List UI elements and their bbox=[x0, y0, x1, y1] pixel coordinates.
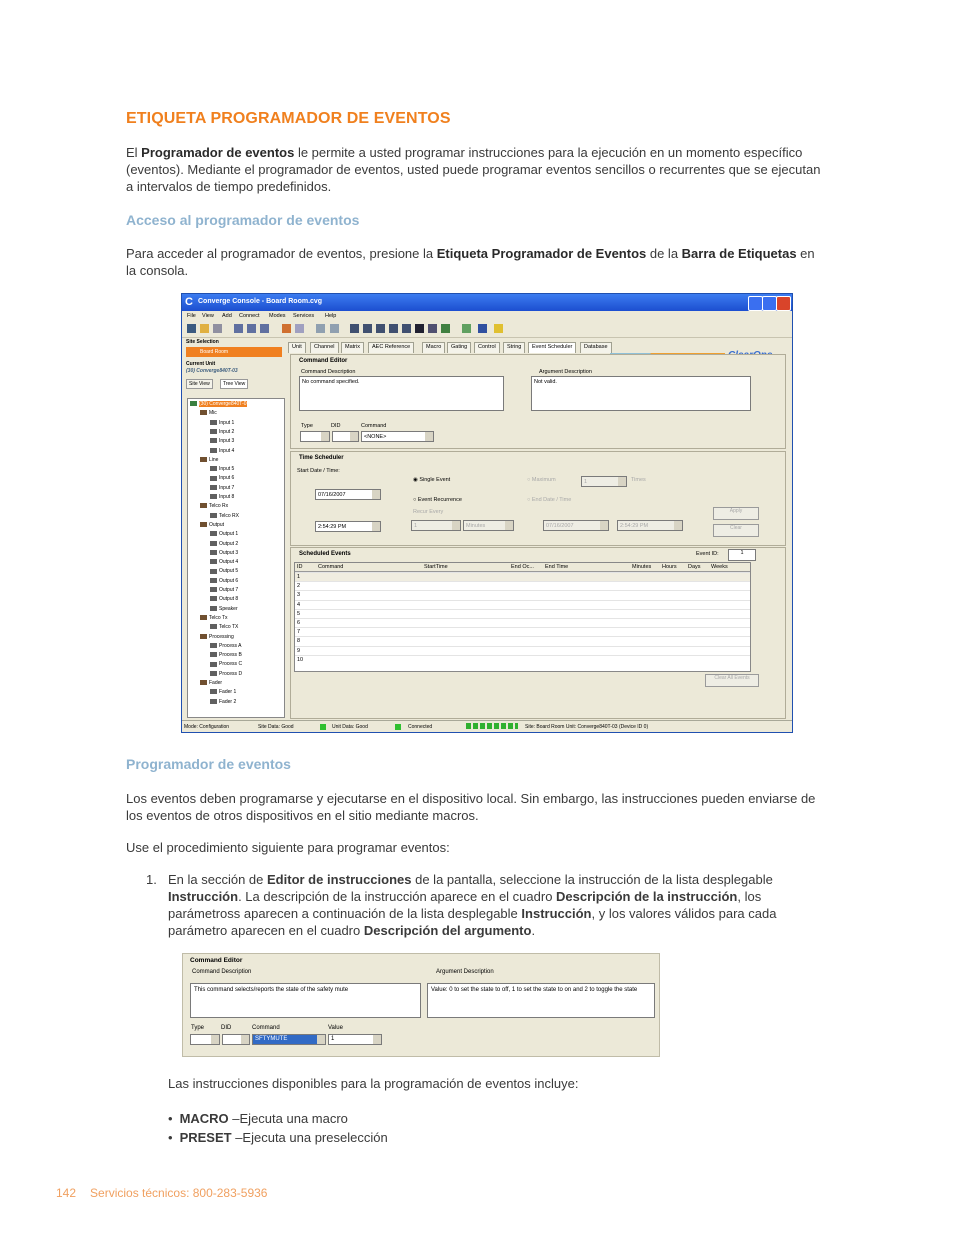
maximum-radio[interactable]: ○ Maximum bbox=[527, 477, 556, 483]
clear-button[interactable]: Clear bbox=[713, 524, 759, 537]
tree-node-icon bbox=[210, 494, 217, 499]
page-footer bbox=[56, 1186, 267, 1200]
command-2-dropdown[interactable] bbox=[252, 1034, 326, 1045]
command-description-2-value: This command selects/reports the state of the safety mute bbox=[194, 987, 349, 993]
time-scheduler-panel bbox=[290, 451, 786, 546]
help-bulb-icon[interactable] bbox=[494, 324, 503, 333]
filter-icon[interactable] bbox=[247, 324, 256, 333]
signal-meter-icon bbox=[466, 723, 518, 729]
procedure-steps bbox=[146, 871, 826, 939]
tree-node-icon bbox=[210, 550, 217, 555]
tree-node[interactable] bbox=[210, 578, 238, 584]
save-icon[interactable] bbox=[213, 324, 222, 333]
table-row[interactable] bbox=[295, 655, 750, 665]
type-label: Type bbox=[301, 423, 313, 429]
chevron-down-icon bbox=[373, 1035, 381, 1044]
tree-node[interactable] bbox=[210, 550, 238, 556]
end-time-value: 2:54:29 PM bbox=[620, 523, 649, 529]
col-weeks[interactable]: Weeks bbox=[711, 564, 728, 570]
tree-node[interactable] bbox=[210, 466, 234, 472]
monitor-icon[interactable] bbox=[415, 324, 424, 333]
tree-node[interactable] bbox=[210, 541, 238, 547]
tree-node[interactable] bbox=[200, 615, 228, 621]
scheduler-paragraph-1: Los eventos deben programarse y ejecutarse en el dispositivo local. Sin embargo, las instrucciones pueden enviarse de los eventos de otros dispositivos en el sitio mediante macros. bbox=[126, 791, 816, 823]
tree-node[interactable] bbox=[200, 503, 228, 509]
row-id: 9 bbox=[297, 647, 301, 654]
menu-connect[interactable]: Connect bbox=[239, 313, 260, 319]
tab-event-scheduler[interactable]: Event Scheduler bbox=[528, 342, 576, 353]
display-icon[interactable] bbox=[441, 324, 450, 333]
command-editor-2-title: Command Editor bbox=[190, 957, 243, 964]
tree-node[interactable] bbox=[210, 643, 242, 649]
chevron-down-icon bbox=[350, 432, 358, 441]
right-pane bbox=[288, 339, 788, 718]
type-2-dropdown[interactable] bbox=[190, 1034, 220, 1045]
start-time-value: 2:54:29 PM bbox=[318, 524, 347, 530]
type-2-label: Type bbox=[191, 1025, 205, 1031]
tree-node[interactable] bbox=[210, 513, 239, 519]
tree-node-icon bbox=[210, 438, 217, 443]
tree-node-label: Output 6 bbox=[219, 577, 239, 584]
tab-matrix[interactable]: Matrix bbox=[341, 342, 364, 353]
chevron-down-icon bbox=[241, 1035, 249, 1044]
tree-node[interactable] bbox=[200, 410, 217, 416]
window-titlebar bbox=[182, 294, 792, 311]
tree-node-label: Output 7 bbox=[219, 587, 239, 593]
tree-node-label: Output 4 bbox=[219, 559, 239, 566]
printer-icon[interactable] bbox=[389, 324, 398, 333]
tree-node[interactable] bbox=[210, 661, 242, 667]
command-2-label: Command bbox=[252, 1025, 280, 1031]
times-label: Times bbox=[631, 477, 646, 483]
recur-unit-value: Minutes bbox=[466, 523, 486, 529]
tree-node[interactable] bbox=[210, 448, 234, 454]
maximum-label: Maximum bbox=[531, 477, 556, 483]
tree-node-label: Input 1 bbox=[219, 419, 235, 426]
tree-node-label: Input 6 bbox=[219, 475, 235, 482]
tree-node-icon bbox=[210, 624, 217, 629]
page-heading: ETIQUETA PROGRAMADOR DE EVENTOS bbox=[126, 110, 451, 127]
tree-node-icon bbox=[200, 522, 207, 527]
tree-node-icon bbox=[210, 476, 217, 481]
chevron-down-icon bbox=[317, 1035, 325, 1044]
tree-node[interactable] bbox=[210, 671, 242, 677]
maximum-value: 1 bbox=[584, 479, 588, 485]
tree-node-label: Process A bbox=[219, 642, 242, 649]
site-selection-dropdown[interactable] bbox=[186, 347, 282, 357]
status-connected: Connected bbox=[408, 724, 433, 730]
row-id: 6 bbox=[297, 620, 301, 626]
command-description-2-label: Command Description bbox=[192, 969, 252, 975]
tree-node[interactable] bbox=[200, 680, 222, 686]
tree-node[interactable] bbox=[210, 420, 234, 426]
tree-node[interactable] bbox=[210, 438, 234, 444]
time-scheduler-title: Time Scheduler bbox=[299, 455, 344, 461]
spinner-icon bbox=[618, 477, 626, 486]
chevron-down-icon bbox=[211, 1035, 219, 1044]
grid-icon[interactable] bbox=[187, 324, 196, 333]
command-2-value: SFTYMUTE bbox=[253, 1035, 317, 1044]
col-minutes[interactable]: Minutes bbox=[632, 564, 652, 570]
command-label: Command bbox=[361, 423, 387, 429]
end-date-value: 07/16/2007 bbox=[546, 523, 574, 529]
tree-node-icon bbox=[210, 652, 217, 657]
tree-node-label: Speaker bbox=[219, 605, 238, 612]
menu-add[interactable]: Add bbox=[222, 313, 232, 319]
row-id: 4 bbox=[297, 601, 301, 608]
support-phone: Servicios técnicos: 800-283-5936 bbox=[90, 1186, 268, 1200]
argument-description-value: Not valid. bbox=[534, 379, 557, 385]
page-number: 142 bbox=[56, 1186, 77, 1200]
status-bar bbox=[182, 720, 792, 732]
tree-node-icon bbox=[190, 401, 197, 406]
tree-node[interactable] bbox=[210, 652, 242, 658]
chevron-down-icon bbox=[600, 521, 608, 530]
row-id: 3 bbox=[297, 592, 301, 599]
tree-node-icon bbox=[200, 503, 207, 508]
book-icon[interactable] bbox=[363, 324, 372, 333]
menu-services[interactable]: Services bbox=[293, 313, 315, 319]
chevron-down-icon bbox=[372, 490, 380, 499]
value-2-value: 1 bbox=[331, 1036, 335, 1042]
clear-all-events-button[interactable]: Clear All Events bbox=[705, 674, 759, 687]
tree-node-label: Processing bbox=[209, 633, 234, 640]
status-unit-data: Unit Data: Good bbox=[332, 724, 368, 730]
start-date-value: 07/16/2007 bbox=[318, 492, 346, 498]
window-icon[interactable] bbox=[402, 324, 411, 333]
tab-unit[interactable]: Unit bbox=[288, 342, 306, 353]
tree-node[interactable] bbox=[200, 522, 224, 528]
available-paragraph: Las instrucciones disponibles para la programación de eventos incluye: bbox=[168, 1076, 579, 1091]
single-event-label: Single Event bbox=[419, 477, 451, 483]
event-id-label: Event ID: bbox=[696, 551, 719, 557]
tree-node-icon bbox=[210, 587, 217, 592]
tree-node-icon bbox=[200, 680, 207, 685]
tree-node-icon bbox=[210, 689, 217, 694]
tree-node-label: Input 2 bbox=[219, 428, 235, 435]
tree-node-label: Output 8 bbox=[219, 596, 239, 603]
tree-node-label: Line bbox=[209, 456, 219, 463]
tree-node[interactable] bbox=[210, 559, 238, 565]
recur-unit-dropdown[interactable] bbox=[463, 520, 514, 531]
command-editor-title: Command Editor bbox=[299, 358, 348, 364]
tree-node[interactable] bbox=[210, 596, 238, 602]
row-id: 8 bbox=[297, 638, 301, 645]
scheduled-events-panel bbox=[290, 547, 786, 719]
tab-database[interactable]: Database bbox=[580, 342, 612, 353]
converge-console-screenshot bbox=[181, 293, 793, 733]
command-description-box[interactable] bbox=[299, 376, 504, 411]
meter-icon[interactable] bbox=[350, 324, 359, 333]
tree-node-icon bbox=[210, 485, 217, 490]
minimize-icon[interactable] bbox=[748, 296, 763, 311]
chevron-down-icon bbox=[425, 432, 433, 441]
end-time-spinner[interactable] bbox=[617, 520, 683, 531]
col-command[interactable]: Command bbox=[318, 564, 344, 570]
maximize-icon[interactable] bbox=[762, 296, 777, 311]
row-id: 10 bbox=[297, 656, 304, 663]
tree-node-label: Telco RX bbox=[219, 512, 240, 519]
command-description-2-box[interactable] bbox=[190, 983, 421, 1018]
command-editor-screenshot bbox=[182, 953, 660, 1057]
tree-node[interactable] bbox=[200, 634, 234, 640]
tree-node-icon bbox=[210, 596, 217, 601]
end-date-radio[interactable]: ○ End Date / Time bbox=[527, 497, 572, 503]
window-title: Converge Console - Board Room.cvg bbox=[198, 298, 323, 305]
tree-node-label: Fader bbox=[209, 680, 223, 686]
status-site-data: Site Data: Good bbox=[258, 724, 294, 730]
row-id: 7 bbox=[297, 629, 301, 636]
scheduler-paragraph-2: Use el procedimiento siguiente para programar eventos: bbox=[126, 840, 450, 855]
start-date-label: Start Date / Time: bbox=[297, 468, 340, 474]
tree-node-icon bbox=[210, 531, 217, 536]
table-header bbox=[295, 563, 750, 572]
tree-node-icon bbox=[210, 559, 217, 564]
recur-value: 1 bbox=[414, 523, 418, 529]
col-end-oc[interactable]: End Oc... bbox=[511, 564, 534, 570]
tree-node-icon bbox=[210, 429, 217, 434]
chevron-down-icon bbox=[505, 521, 513, 530]
tree-node-label: Input 7 bbox=[219, 484, 235, 491]
tree-node[interactable] bbox=[210, 494, 234, 500]
status-mode: Mode: Configuration bbox=[184, 724, 230, 730]
col-id[interactable]: ID bbox=[297, 564, 303, 570]
tree-node[interactable] bbox=[210, 531, 238, 537]
access-paragraph: Para acceder al programador de eventos, presione la Etiqueta Programador de Eventos de la Barra de Etiquetas en la consola. bbox=[126, 246, 815, 278]
tree-node-icon bbox=[210, 513, 217, 518]
menu-modes[interactable]: Modes bbox=[269, 313, 286, 319]
tree-node-label: Mic bbox=[209, 410, 217, 417]
list-item: • PRESET –Ejecuta una preselección bbox=[168, 1128, 388, 1147]
end-date-label: End Date / Time bbox=[531, 497, 572, 503]
left-pane bbox=[184, 339, 285, 718]
gear-icon[interactable] bbox=[462, 324, 471, 333]
maximum-spinner[interactable] bbox=[581, 476, 627, 487]
row-id: 1 bbox=[297, 574, 301, 580]
site-selection-label: Site Selection bbox=[186, 339, 219, 345]
stop-icon[interactable] bbox=[478, 324, 487, 333]
tree-node-icon bbox=[210, 466, 217, 471]
tree-node-label: Input 3 bbox=[219, 438, 235, 445]
tree-node[interactable] bbox=[210, 429, 234, 435]
current-unit-value: (30) Converge840T-03 bbox=[186, 368, 238, 374]
tree-node-label: Input 5 bbox=[219, 466, 235, 473]
value-2-dropdown[interactable] bbox=[328, 1034, 382, 1045]
event-recurrence-label: Event Recurrence bbox=[417, 497, 462, 503]
col-hours[interactable]: Hours bbox=[662, 564, 677, 570]
tree-node[interactable] bbox=[210, 606, 238, 612]
tab-control[interactable]: Control bbox=[474, 342, 500, 353]
command-dropdown[interactable] bbox=[361, 431, 434, 442]
did-2-label: DID bbox=[221, 1025, 232, 1031]
col-end-time[interactable]: End Time bbox=[545, 564, 569, 570]
close-icon[interactable] bbox=[776, 296, 791, 311]
tree-node-label: Input 4 bbox=[219, 447, 235, 454]
tree-node[interactable] bbox=[190, 401, 247, 407]
tree-node-icon bbox=[200, 410, 207, 415]
event-id-value: 1 bbox=[740, 550, 744, 556]
type-dropdown[interactable] bbox=[300, 431, 330, 442]
list-item: • MACRO –Ejecuta una macro bbox=[168, 1109, 388, 1128]
tree-node-label: Process C bbox=[219, 661, 243, 668]
tree-node[interactable] bbox=[210, 485, 234, 491]
apply-button[interactable]: Apply bbox=[713, 507, 759, 520]
tree-node-icon bbox=[210, 448, 217, 453]
event-id-field[interactable] bbox=[728, 549, 756, 561]
status-led-icon bbox=[320, 724, 326, 730]
tab-string[interactable]: String bbox=[503, 342, 525, 353]
spinner-icon bbox=[452, 521, 460, 530]
refresh-icon[interactable] bbox=[295, 324, 304, 333]
filter-icon[interactable] bbox=[234, 324, 243, 333]
tree-node-label: Process D bbox=[219, 670, 243, 677]
argument-description-label: Argument Description bbox=[539, 369, 592, 375]
tree-node-icon bbox=[210, 606, 217, 611]
spinner-icon bbox=[372, 522, 380, 531]
scheduled-events-table[interactable] bbox=[294, 562, 751, 672]
menu-file[interactable]: File bbox=[187, 313, 196, 319]
tree-node-label: Output 3 bbox=[219, 549, 239, 556]
tree-node-icon bbox=[210, 569, 217, 574]
argument-description-box[interactable] bbox=[531, 376, 751, 411]
tree-node-icon bbox=[200, 457, 207, 462]
tree-node-label: Input 8 bbox=[219, 494, 235, 500]
matrix-icon[interactable] bbox=[376, 324, 385, 333]
tree-node-icon bbox=[210, 541, 217, 546]
tree-node-label: Process B bbox=[219, 652, 242, 659]
site-view-tab[interactable]: Site View bbox=[186, 379, 213, 389]
filter-icon[interactable] bbox=[260, 324, 269, 333]
row-id: 2 bbox=[297, 583, 301, 590]
tab-channel[interactable]: Channel bbox=[310, 342, 339, 353]
step-number: 1. bbox=[146, 872, 157, 887]
status-led-icon bbox=[395, 724, 401, 730]
menu-view[interactable]: View bbox=[202, 313, 214, 319]
step-1: 1. En la sección de Editor de instrucciones de la pantalla, seleccione la instrucción de la lista desplegable Instrucción. La descripción de la instrucción aparece en el cuadro Descripción de la instrucción, los parámetross aparecen a continuación de la lista desplegable Instrucción, y los valores válidos para cada parámetro aparecen en el cuadro Descripción del argumento. bbox=[146, 872, 777, 938]
argument-description-2-label: Argument Description bbox=[436, 969, 494, 975]
menu-help[interactable]: Help bbox=[325, 313, 337, 319]
tree-node-label: Output bbox=[209, 521, 225, 528]
toolbar bbox=[182, 321, 792, 338]
tree-node-icon bbox=[210, 578, 217, 583]
did-label: DID bbox=[331, 423, 341, 429]
tree-node-label: (30) Converge840T-0 bbox=[199, 401, 247, 407]
command-description-label: Command Description bbox=[301, 369, 356, 375]
tree-node[interactable] bbox=[210, 475, 234, 481]
tree-node[interactable] bbox=[210, 624, 238, 630]
tab-aec-reference[interactable]: AEC Reference bbox=[368, 342, 414, 353]
available-commands-list bbox=[168, 1109, 388, 1147]
recur-every-label: Recur Every bbox=[413, 509, 444, 515]
argument-description-2-value: Value: 0 to set the state to off, 1 to set the state to on and 2 to toggle the state bbox=[431, 987, 638, 993]
tree-node-label: Output 1 bbox=[219, 531, 239, 538]
tree-node-icon bbox=[210, 643, 217, 648]
tab-gating[interactable]: Gating bbox=[447, 342, 471, 353]
argument-description-2-box[interactable] bbox=[427, 983, 655, 1018]
tool-icon[interactable] bbox=[316, 324, 325, 333]
did-dropdown[interactable] bbox=[332, 431, 359, 442]
end-date-picker[interactable] bbox=[543, 520, 609, 531]
command-value: <NONE> bbox=[364, 434, 387, 440]
tree-node-label: Output 2 bbox=[219, 540, 239, 547]
tree-node-label: Telco TX bbox=[219, 624, 239, 631]
tree-node-label: Fader 2 bbox=[219, 698, 237, 705]
scheduler-heading: Programador de eventos bbox=[126, 756, 291, 772]
app-logo-icon: C bbox=[185, 296, 193, 308]
tree-node-icon bbox=[210, 671, 217, 676]
tree-node-icon bbox=[210, 420, 217, 425]
tree-node-icon bbox=[210, 662, 217, 667]
tree-node[interactable] bbox=[210, 587, 238, 593]
open-folder-icon[interactable] bbox=[200, 324, 209, 333]
recur-every-spinner[interactable] bbox=[411, 520, 461, 531]
did-2-dropdown[interactable] bbox=[222, 1034, 250, 1045]
intro-paragraph: El Programador de eventos le permite a usted programar instrucciones para la ejecución en un momento específico (eventos). Mediante el programador de eventos, usted puede programar eventos sencillos o recurrentes que se ejecutan a intervalos de tiempo predefinidos. bbox=[126, 145, 821, 194]
tree-node-icon bbox=[200, 615, 207, 620]
tree-node-icon bbox=[200, 634, 207, 639]
tree-node[interactable] bbox=[210, 568, 238, 574]
screen-icon[interactable] bbox=[428, 324, 437, 333]
col-starttime[interactable]: StartTime bbox=[424, 564, 448, 570]
value-2-label: Value bbox=[328, 1025, 343, 1031]
current-unit-label: Current Unit bbox=[186, 361, 216, 367]
start-time-spinner[interactable] bbox=[315, 521, 381, 532]
col-days[interactable]: Days bbox=[688, 564, 701, 570]
tab-macro[interactable]: Macro bbox=[422, 342, 445, 353]
site-value: Board Room bbox=[200, 349, 229, 355]
access-heading: Acceso al programador de eventos bbox=[126, 212, 360, 228]
row-id: 5 bbox=[297, 610, 301, 617]
tree-node[interactable] bbox=[200, 457, 218, 463]
scheduled-events-title: Scheduled Events bbox=[299, 551, 351, 557]
chevron-down-icon bbox=[321, 432, 329, 441]
spinner-icon bbox=[674, 521, 682, 530]
event-recurrence-radio[interactable]: ○ Event Recurrence bbox=[413, 497, 462, 503]
start-date-picker[interactable] bbox=[315, 489, 381, 500]
tree-node-label: Telco Rx bbox=[209, 503, 229, 510]
command-editor-panel bbox=[290, 354, 786, 449]
tree-node-label: Output 5 bbox=[219, 568, 239, 575]
tree-node[interactable] bbox=[210, 699, 236, 705]
status-site-info: Site: Board Room Unit: Converge840T-03 (Device ID 0) bbox=[525, 724, 649, 730]
tree-node-label: Fader 1 bbox=[219, 689, 237, 696]
tool-icon[interactable] bbox=[330, 324, 339, 333]
single-event-radio[interactable]: ◉ Single Event bbox=[413, 477, 451, 483]
tree-node-icon bbox=[210, 699, 217, 704]
tree-view-tab[interactable]: Tree View bbox=[220, 379, 248, 389]
tree-node[interactable] bbox=[210, 689, 236, 695]
menubar bbox=[182, 311, 792, 321]
tree-node-label: Telco Tx bbox=[209, 614, 228, 621]
command-description-value: No command specified. bbox=[302, 379, 360, 385]
connect-icon[interactable] bbox=[282, 324, 291, 333]
unit-tree[interactable] bbox=[187, 398, 285, 718]
